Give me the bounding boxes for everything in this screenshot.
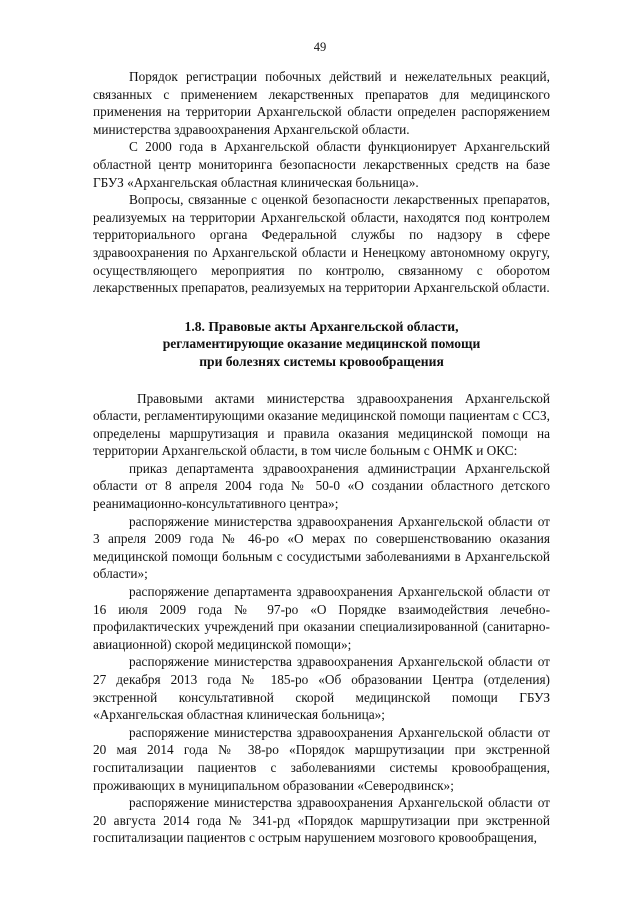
list-item: распоряжение министерства здравоохранения Архангельской области от 3 апреля 2009 года № 46-ро «О мерах по совершенствованию оказания медицинской помощи больным с сосудистыми заболеваниями в Архангельской области»; bbox=[93, 513, 550, 582]
section-heading-line: регламентирующие оказание медицинской помощи bbox=[162, 336, 481, 352]
list-item: распоряжение министерства здравоохранения Архангельской области от 20 августа 2014 года № 341-рд «Порядок маршрутизации при экстренной госпитализации пациентов с острым нарушением мозгового кровообращения, bbox=[93, 795, 550, 846]
paragraph: Вопросы, связанные с оценкой безопасности лекарственных препаратов, реализуемых на территории Архангельской области, находятся под контролем территориального органа Федеральной службы по надзору в сфере здравоохранения по Архангельской области и Ненецкому автономному округу, осуществляющего мероприятия по контролю, связанному с оборотом лекарственных препаратов, реализуемых на территории Архангельской области. bbox=[93, 192, 550, 296]
section-heading-line: при болезнях системы кровообращения bbox=[199, 353, 444, 369]
list-item: распоряжение министерства здравоохранения Архангельской области от 20 мая 2014 года № 38-ро «Порядок маршрутизации при экстренной госпитализации пациентов с заболеваниями системы кровообращения, проживающих в муниципальном образовании «Северодвинск»; bbox=[93, 724, 550, 793]
paragraph: Правовыми актами министерства здравоохранения Архангельской области, регламентирующими оказание медицинской помощи пациентам с ССЗ, определены маршрутизация и правила оказания медицинской помощи на территории Архангельской области, в том числе больным с ОНМК и ОКС: bbox=[93, 390, 550, 459]
page-number: 49 bbox=[313, 40, 327, 54]
list-item: распоряжение департамента здравоохранения Архангельской области от 16 июля 2009 года № 97-ро «О Порядке взаимодействия лечебно-профилактических учреждений при оказании специализированной (санитарно-авиационной) скорой медицинской помощи»; bbox=[93, 584, 550, 652]
section-heading bbox=[93, 318, 550, 371]
section-heading-line: 1.8. Правовые акты Архангельской области, bbox=[184, 318, 459, 334]
list-item: распоряжение министерства здравоохранения Архангельской области от 27 декабря 2013 года № 185-ро «Об образовании Центра (отделения) экстренной консультативной скорой медицинской помощи ГБУЗ «Архангельская областная клиническая больница»; bbox=[93, 654, 550, 723]
list-item: приказ департамента здравоохранения администрации Архангельской области от 8 апреля 2004 года № 50-0 «О создании областного детского реанимационно-консультативного центра»; bbox=[93, 460, 550, 512]
document-body bbox=[93, 68, 550, 847]
paragraph: Порядок регистрации побочных действий и нежелательных реакций, связанных с применением лекарственных препаратов для медицинского применения на территории Архангельской области определен распоряжением министерства здравоохранения Архангельской области. bbox=[93, 69, 550, 137]
paragraph: С 2000 года в Архангельской области функционирует Архангельский областной центр мониторинга безопасности лекарственных средств на базе ГБУЗ «Архангельская областная клиническая больница». bbox=[93, 139, 550, 190]
